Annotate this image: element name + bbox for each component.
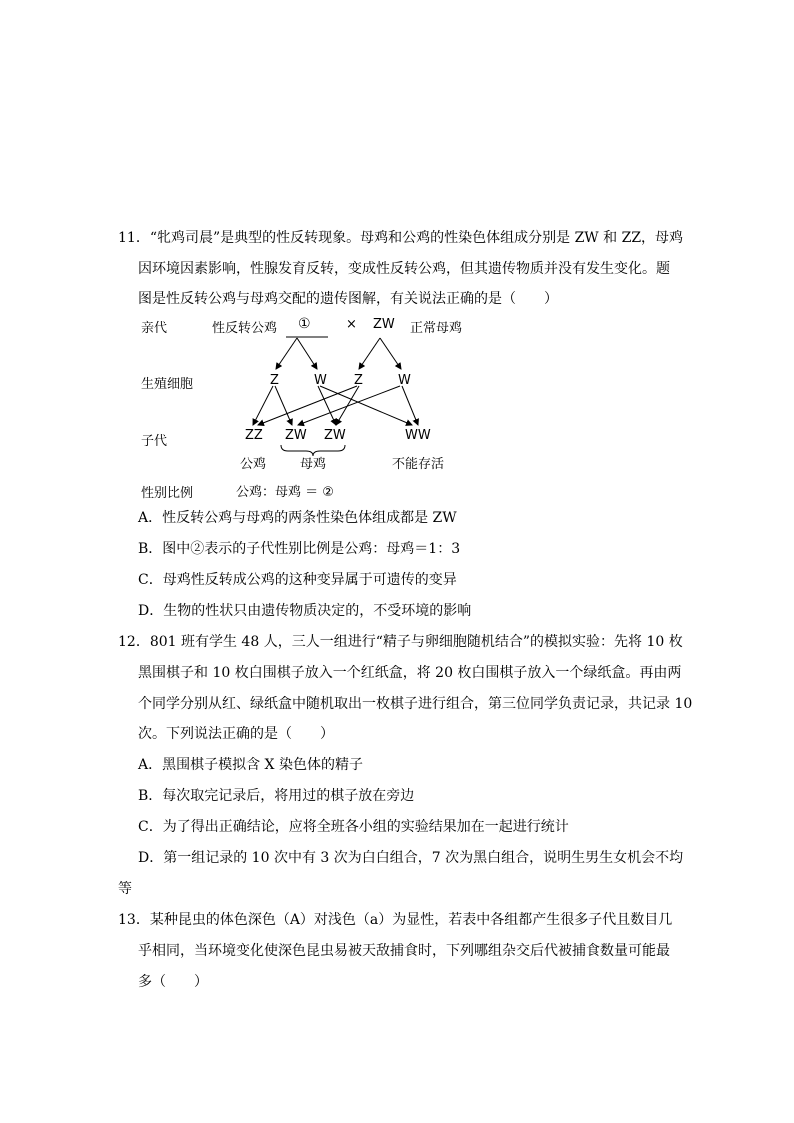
inheritance-diagram — [140, 312, 500, 502]
offspring-4: WW — [405, 428, 431, 443]
row-label-offspring: 子代 — [141, 434, 168, 449]
q11-stem-line2: 因环境因素影响，性腺发育反转，变成性反转公鸡，但其遗传物质并没有发生变化。题 — [138, 261, 670, 277]
row-label-gamete: 生殖细胞 — [141, 377, 194, 392]
parent-female-genotype: ZW — [373, 317, 395, 332]
gamete-4: W — [398, 373, 411, 388]
q11-option-c: C．母鸡性反转成公鸡的这种变异属于可遗传的变异 — [138, 572, 457, 588]
parent-female-label: 正常母鸡 — [410, 321, 463, 336]
q11-option-d: D．生物的性状只由遗传物质决定的，不受环境的影响 — [138, 603, 472, 619]
q11-option-b: B．图中②表示的子代性别比例是公鸡：母鸡＝1：3 — [138, 541, 461, 557]
q12-option-c: C．为了得出正确结论，应将全班各小组的实验结果加在一起进行统计 — [138, 819, 569, 835]
offspring-3: ZW — [324, 428, 346, 443]
q11-stem-line3: 图是性反转公鸡与母鸡交配的遗传图解，有关说法正确的是（ ） — [138, 291, 558, 307]
row-label-ratio: 性别比例 — [141, 486, 194, 501]
q12-option-d: D．第一组记录的 10 次中有 3 次为白白组合，7 次为黑白组合，说明生男生女机会不均 — [138, 850, 684, 866]
ratio-text: 公鸡：母鸡 ＝ ② — [236, 485, 334, 500]
arrow-w2-to-zw1 — [298, 386, 400, 425]
arrow-z1-to-zw1 — [275, 386, 292, 425]
offspring-2: ZW — [285, 428, 307, 443]
arrow-z2-to-zz — [258, 386, 357, 425]
q12-option-b: B．每次取完记录后，将用过的棋子放在旁边 — [138, 788, 415, 804]
q11-option-a: A．性反转公鸡与母鸡的两条性染色体组成都是 ZW — [138, 510, 457, 526]
q13-stem-line2: 乎相同，当环境变化使深色昆虫易被天敌捕食时，下列哪组杂交后代被捕食数量可能最 — [138, 943, 670, 959]
offspring-label-nonviable: 不能存活 — [392, 457, 445, 472]
q13-stem-line3: 多（ ） — [138, 974, 208, 990]
arrow-z2-to-zw2 — [336, 386, 359, 425]
q12-option-d-continuation: 等 — [118, 881, 132, 897]
cross-symbol: × — [346, 317, 357, 332]
row-label-parent: 亲代 — [141, 321, 168, 336]
offspring-label-female: 母鸡 — [300, 457, 327, 472]
gamete-1: Z — [270, 373, 279, 388]
q12-option-a: A．黑围棋子模拟含 X 染色体的精子 — [138, 757, 363, 773]
diagram-arrows — [140, 312, 500, 502]
gamete-3: Z — [354, 373, 363, 388]
q12-stem-line2: 黑围棋子和 10 枚白围棋子放入一个红纸盒，将 20 枚白围棋子放入一个绿纸盒。再由两 — [138, 665, 682, 681]
arrow-pm-to-z — [276, 338, 297, 369]
gamete-2: W — [314, 373, 327, 388]
q12-stem-line4: 次。下列说法正确的是（ ） — [138, 726, 334, 742]
arrow-pf-to-z — [359, 338, 380, 369]
q13-stem-line1: 13．某种昆虫的体色深色（A）对浅色（a）为显性，若表中各组都产生很多子代且数目几 — [118, 912, 673, 928]
arrow-pm-to-w — [297, 338, 317, 369]
arrow-z1-to-zz — [253, 386, 273, 425]
parent-male-label: 性反转公鸡 — [212, 321, 278, 336]
q12-stem-line3: 个同学分别从红、绿纸盒中随机取出一枚棋子进行组合，第三位同学负责记录，共记录 10 — [138, 696, 693, 712]
arrow-pf-to-w — [380, 338, 401, 369]
arrow-w2-to-ww — [402, 386, 418, 425]
parent-male-genotype: ① — [298, 316, 311, 332]
q11-stem-line1: 11．“牝鸡司晨”是典型的性反转现象。母鸡和公鸡的性染色体组成分别是 ZW 和 ZZ，母鸡 — [118, 230, 684, 246]
q12-stem-line1: 12．801 班有学生 48 人，三人一组进行“精子与卵细胞随机结合”的模拟实验：先将 10 枚 — [118, 634, 683, 650]
offspring-label-male: 公鸡 — [240, 457, 267, 472]
offspring-1: ZZ — [245, 428, 263, 443]
